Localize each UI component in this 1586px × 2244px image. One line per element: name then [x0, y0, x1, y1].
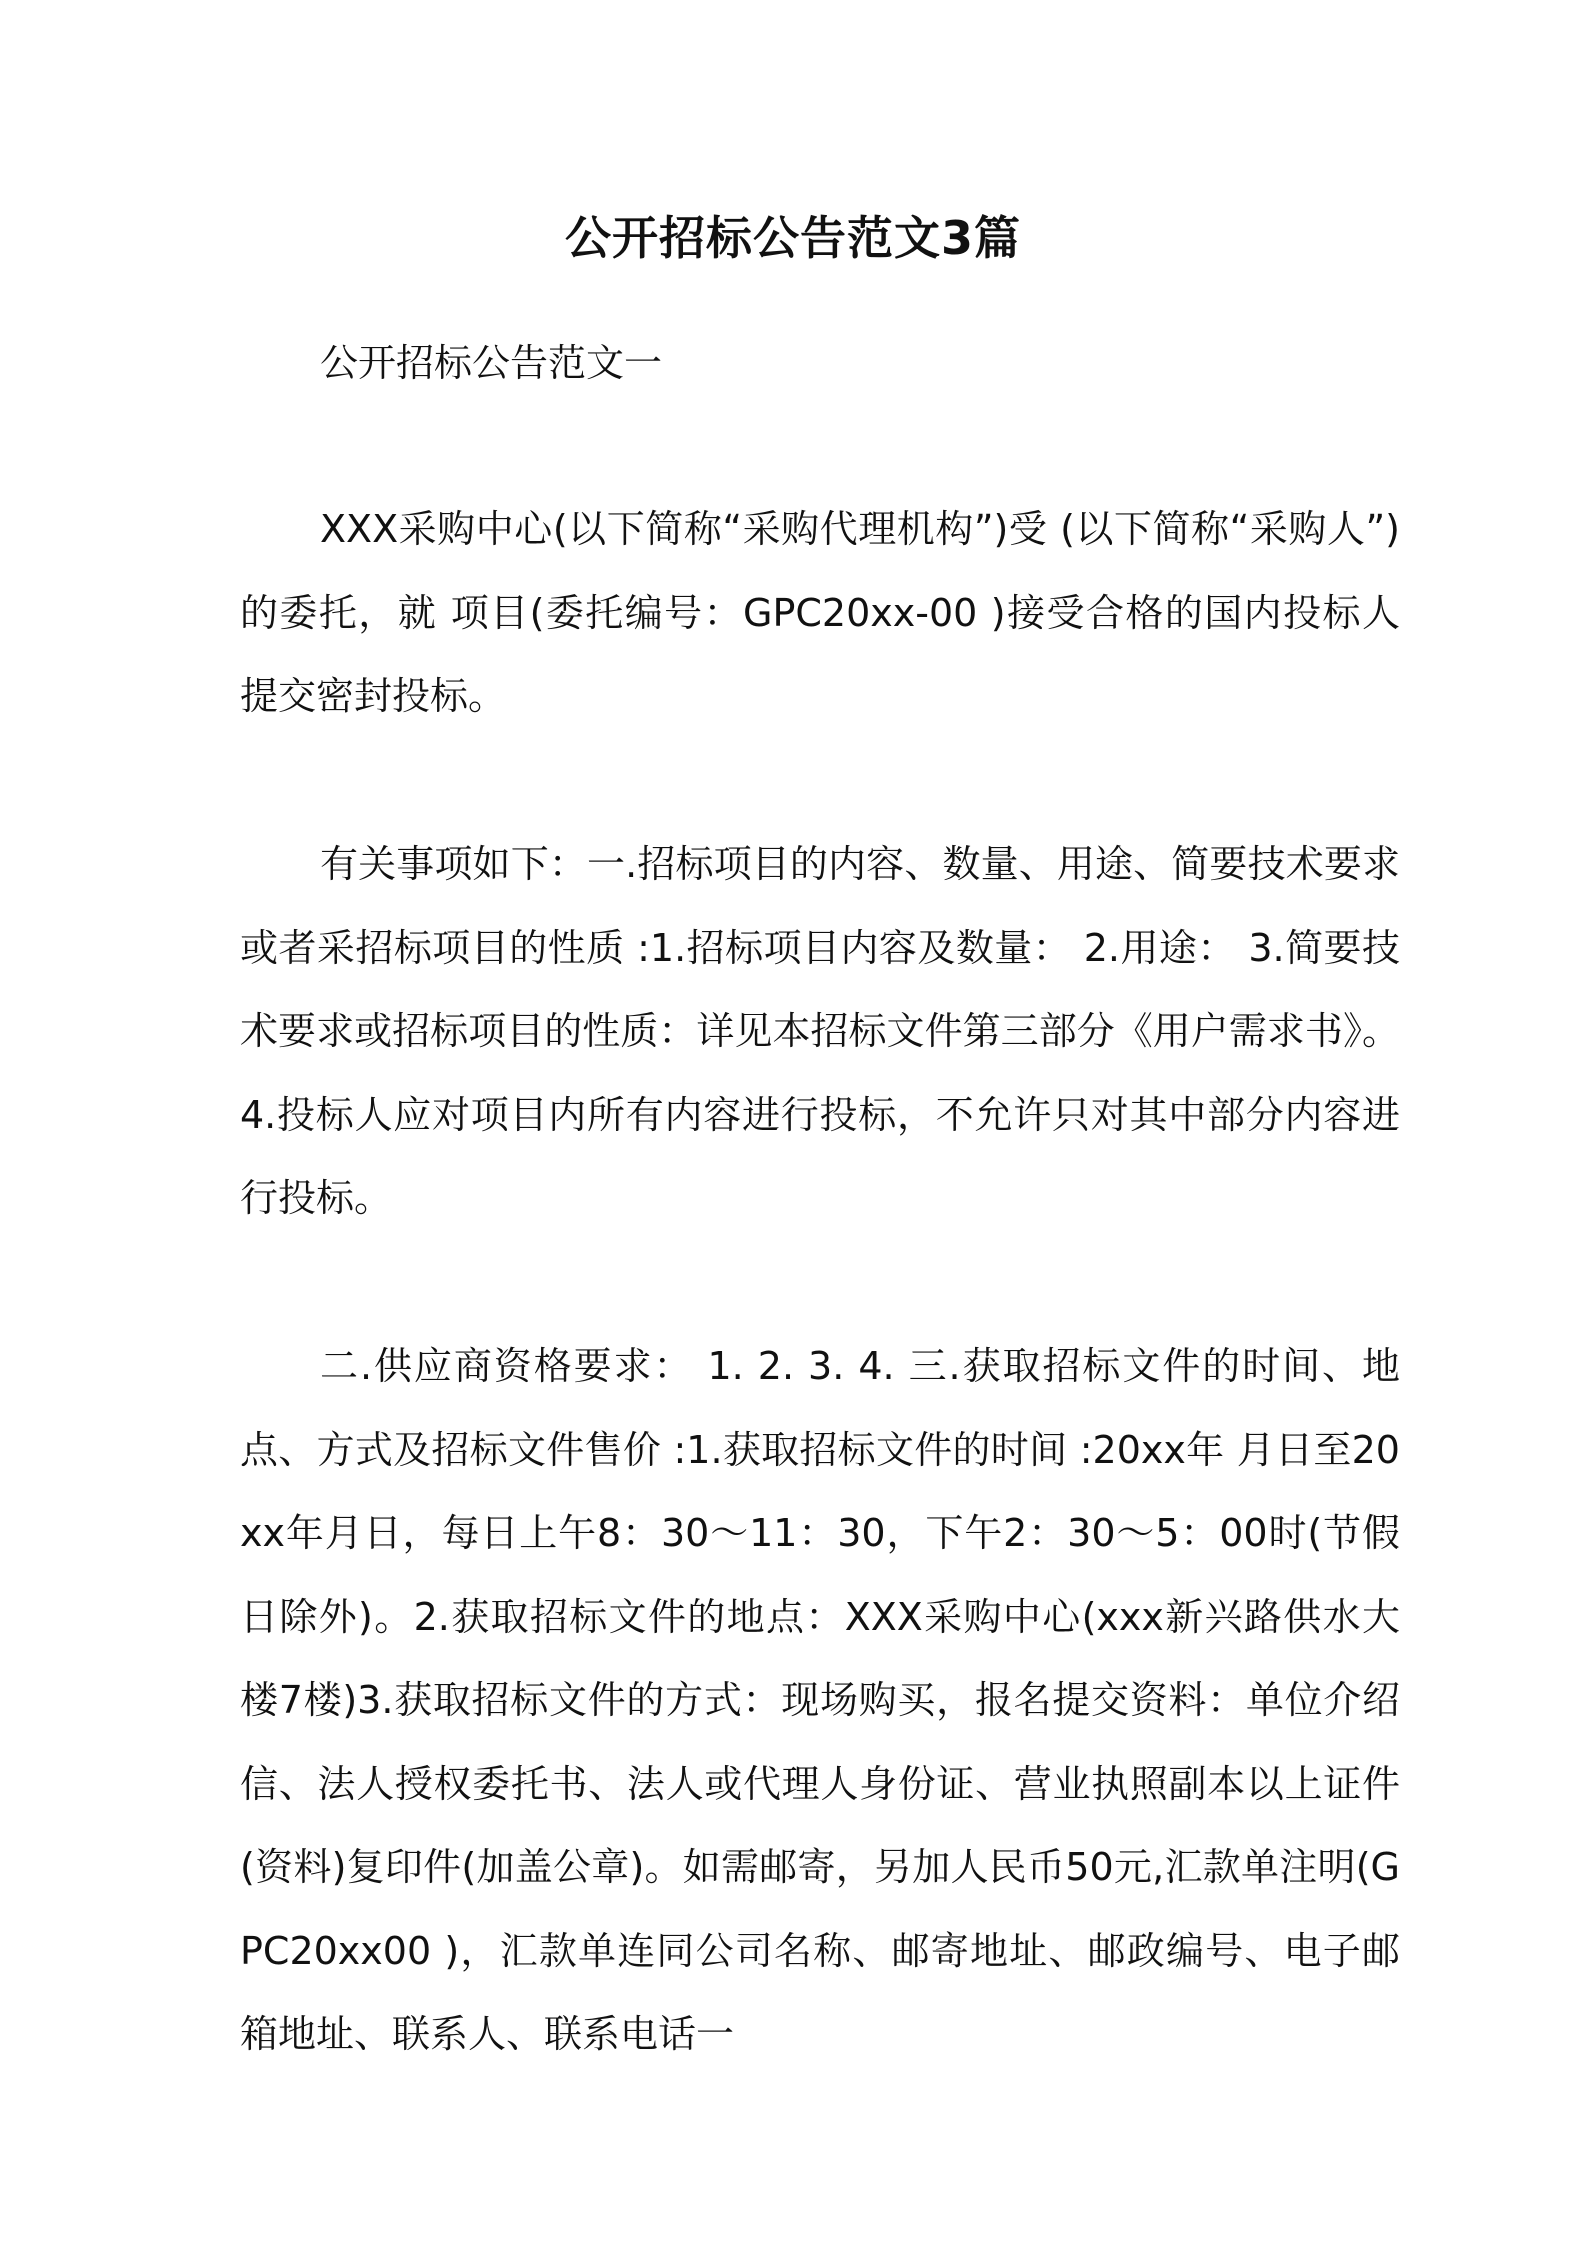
paragraph-intro: XXX采购中心(以下简称“采购代理机构”)受 (以下简称“采购人”)的委托，就 项目(委托编号：GPC20xx-00 )接受合格的国内投标人提交密封投标。: [240, 507, 1400, 718]
paragraph-qualifications: 二.供应商资格要求： 1. 2. 3. 4. 三.获取招标文件的时间、地点、方式及招标文件售价 :1.获取招标文件的时间 :20xx年 月日至20xx年月日，每日上午8：30～11：30，下午2：30～5：00时(节假日除外)。2.获取招标文件的地点：XXX采购中心(xxx新兴路供水大楼7楼)3.获取招标文件的方式：现场购买，报名提交资料：单位介绍信、法人授权委托书、法人或代理人身份证、营业执照副本以上证件(资料)复印件(加盖公章)。如需邮寄，另加人民币50元,汇款单注明(GPC20xx00 )，汇款单连同公司名称、邮寄地址、邮政编号、电子邮箱地址、联系人、联系电话一: [240, 1344, 1400, 2056]
paragraph-matters: 有关事项如下：一.招标项目的内容、数量、用途、简要技术要求或者采招标项目的性质 :1.招标项目内容及数量： 2.用途： 3.简要技术要求或招标项目的性质：详见本招标文件第三部分《用户需求书》。4.投标人应对项目内所有内容进行投标，不允许只对其中部分内容进行投标。: [240, 842, 1400, 1220]
document-title: 公开招标公告范文3篇: [564, 211, 1021, 265]
section-heading: 公开招标公告范文一: [320, 341, 663, 385]
